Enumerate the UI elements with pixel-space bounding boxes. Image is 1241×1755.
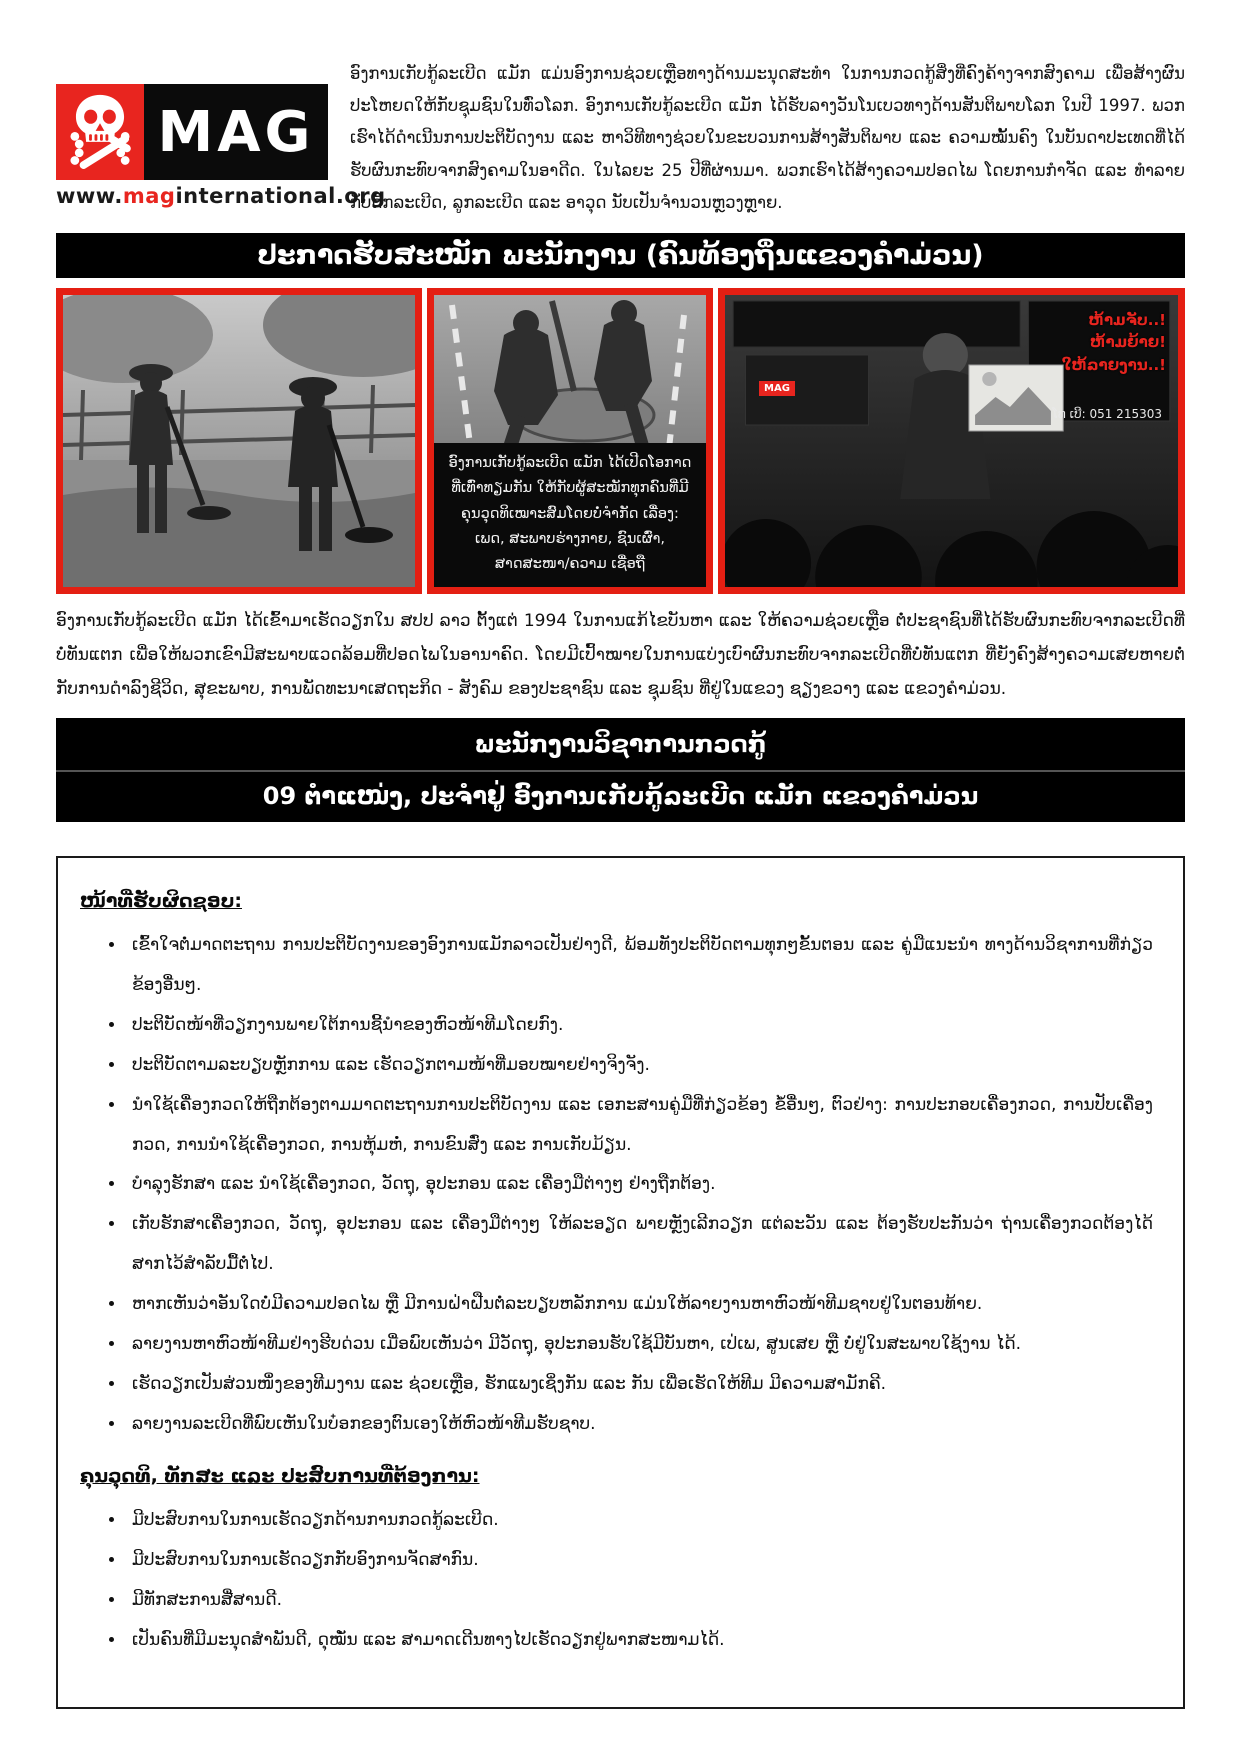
list-item: • ລາຍງານຫາຫົວໜ້າທີມຢ່າງຮີບດ່ວນ ເມື່ອພົບເຫັນວ່າ ມີວັດຖຸ, ອຸປະກອນຮັບໃຊ້ມີບັນຫາ, ເປ່ເພ, ສູນເສຍ ຫຼື ບໍ່ຢູ່ໃນສະພາບໃຊ້ງານ ໄດ້. [126,1325,1153,1365]
header [56,58,1185,219]
poster-phone-number: ໂທ ເບີ: 051 215303 [1052,406,1162,421]
qualifications-heading: ຄຸນວຸດທິ, ທັກສະ ແລະ ປະສົບການທີ່ຕ້ອງການ: [80,1465,480,1488]
qualifications-list [126,1501,1153,1661]
deminers-with-metal-detectors-photo [56,288,422,594]
position-banner [56,718,1185,822]
poster-line-3: ໃຫ້ລາຍງານ..! [1061,355,1166,374]
warning-poster-text [1016,309,1166,377]
list-item: • ເກັບຮັກສາເຄື່ອງກວດ, ວັດຖຸ, ອຸປະກອນ ແລະ ເຄື່ອງມືຕ່າງໆ ໃຫ້ລະອຽດ ພາຍຫຼັງເລີກວຽກ ແຕ່ລະວັນ ແລະ ຕ້ອງຮັບປະກັນວ່າ ຖ່ານເຄື່ອງກວດຕ້ອງໄດ້ສາກໄວ້ສໍາລັບມື້ຕໍ່ໄປ. [126,1205,1153,1285]
list-item: • ນໍາໃຊ້ເຄື່ອງກວດໃຫ້ຖືກຕ້ອງຕາມມາດຕະຖານການປະຕິບັດງານ ແລະ ເອກະສານຄູ່ມືທີ່ກ່ຽວຂ້ອງ ຂໍ້ອື່ນໆ, ຕົວຢ່າງ: ການປະກອບເຄື່ອງກວດ, ການປັບເຄື່ອງກວດ, ການນໍາໃຊ້ເຄື່ອງກວດ, ການຫຸ້ມຫໍ່, ການຂົນສົ່ງ ແລະ ການເກັບມ້ຽນ. [126,1086,1153,1166]
mag-logo-block [56,58,386,208]
risk-education-presentation-photo [718,288,1185,594]
website-link[interactable] [56,184,386,208]
list-item: • ປະຕິບັດຕາມລະບຽບຫຼັກການ ແລະ ເຮັດວຽກຕາມໜ້າທີ່ມອບໝາຍຢ່າງຈິງຈັງ. [126,1046,1153,1086]
poster-line-2: ຫ້າມຍ້າຍ! [1090,333,1166,352]
mag-wordmark [144,84,328,180]
website-suffix: international.org [175,184,386,208]
photo-row [56,288,1185,594]
list-item: • ເປັນຄົນທີ່ມີມະນຸດສໍາພັນດີ, ດຸໝັ່ນ ແລະ ສາມາດເດີນທາງໄປເຮັດວຽກຢູ່ພາກສະໜາມໄດ້. [126,1621,1153,1661]
list-item: • ມີປະສົບການໃນການເຮັດວຽກກັບອົງການຈັດສາກົນ. [126,1541,1153,1581]
website-prefix: www. [56,184,123,208]
list-item: • ມີປະສົບການໃນການເຮັດວຽກດ້ານການກວດກູ້ລະເບີດ. [126,1501,1153,1541]
list-item: • ເຂົ້າໃຈຕໍ່ມາດຕະຖານ ການປະຕິບັດງານຂອງອົງການແມັກລາວເປັນຢ່າງດີ, ພ້ອມທັງປະຕິບັດຕາມທຸກໆຂັ້ນຕອນ ແລະ ຄູ່ມືແນະນໍາ ທາງດ້ານວິຊາການທີ່ກ່ຽວຂ້ອງອື່ນໆ. [126,926,1153,1006]
skull-and-crossbones-icon [56,84,144,180]
mag-logo [56,84,328,180]
recruitment-banner: ປະກາດຮັບສະໝັກ ພະນັກງານ (ຄົນທ້ອງຖິ່ນແຂວງຄໍາມ່ວນ) [56,233,1185,278]
responsibilities-list [126,926,1153,1445]
position-title-banner: ພະນັກງານວິຊາການກວດກູ້ [56,720,1185,772]
photo-caption: ອົງການເກັບກູ້ລະເບີດ ແມັກ ໄດ້ເປີດໂອກາດທີ່ເທົ່າທຽມກັນ ໃຫ້ກັບຜູ້ສະໝັກທຸກຄົນທີ່ມີຄຸນວຸດທິເໝາະສົມໂດຍບໍ່ຈໍາກັດ ເລື່ອງ: ເພດ, ສະພາບຮ່າງກາຍ, ຊົນເຜົ່າ, ສາດສະໜາ/ຄວາມ ເຊື່ອຖື [434,443,706,587]
mag-badge: MAG [759,381,795,396]
list-item: • ມີທັກສະການສື່ສານດີ. [126,1581,1153,1621]
poster-line-1: ຫ້າມຈັບ..! [1088,310,1166,329]
responsibilities-heading: ໜ້າທີ່ຮັບຜິດຊອບ: [80,889,242,912]
list-item: • ເຮັດວຽກເປັນສ່ວນໜຶ່ງຂອງທີມງານ ແລະ ຊ່ວຍເຫຼືອ, ຮັກແພງເຊິ່ງກັນ ແລະ ກັນ ເພື່ອເຮັດໃຫ້ທີມ ມີຄວາມສາມັກຄີ. [126,1365,1153,1405]
uxo-excavation-photo [427,288,713,594]
mag-acronym: MAG [157,99,315,165]
intro-paragraph: ອົງການເກັບກູ້ລະເບີດ ແມັກ ແມ່ນອົງການຊ່ວຍເຫຼືອທາງດ້ານມະນຸດສະທໍາ ໃນການກວດກູ້ສິ່ງທີ່ຄົງຄ້າງຈາກສົງຄາມ ເພື່ອສ້າງຜົນປະໂຫຍດໃຫ້ກັບຊຸມຊົນໃນທົ່ວໂລກ. ອົງການເກັບກູ້ລະເບີດ ແມັກ ໄດ້ຮັບລາງວັນໂນເບວທາງດ້ານສັນຕິພາບໂລກ ໃນປີ 1997. ພວກເຮົາໄດ້ດໍາເນີນການປະຕິບັດງານ ແລະ ຫາວິທີທາງຊ່ວຍໃນຂະບວນການສ້າງສັນຕິພາບ ແລະ ຄວາມໝັ້ນຄົງ ໃນບັນດາປະເທດທີ່ໄດ້ຮັບຜົນກະທົບຈາກສົງຄາມໃນອາດີດ. ໃນໄລຍະ 25 ປີທີ່ຜ່ານມາ. ພວກເຮົາໄດ້ສ້າງຄວາມປອດໄພ ໂດຍການກໍາຈັດ ແລະ ທໍາລາຍ ກັບດັກລະເບີດ, ລູກລະເບີດ ແລະ ອາວຸດ ນັບເປັນຈໍານວນຫຼວງຫຼາຍ. [350,64,1185,212]
position-count-banner: 09 ຕໍາແໜ່ງ, ປະຈໍາຢູ່ ອົງການເກັບກູ້ລະເບີດ ແມັກ ແຂວງຄໍາມ່ວນ [56,772,1185,822]
list-item: • ບໍາລຸງຮັກສາ ແລະ ນໍາໃຊ້ເຄື່ອງກວດ, ວັດຖຸ, ອຸປະກອນ ແລະ ເຄື່ອງມືຕ່າງໆ ຢ່າງຖືກຕ້ອງ. [126,1165,1153,1205]
job-details-box [56,856,1185,1709]
website-brand: mag [122,184,176,208]
list-item: • ລາຍງານລະເບີດທີ່ພົບເຫັນໃນບ໋ອກຂອງຕົນເອງໃຫ້ຫົວໜ້າທີມຮັບຊາບ. [126,1405,1153,1445]
list-item: • ຫາກເຫັນວ່າອັນໃດບໍ່ມີຄວາມປອດໄພ ຫຼື ມີການຝ່າຝືນຕໍ່ລະບຽບຫລັກການ ແມ່ນໃຫ້ລາຍງານຫາຫົວໜ້າທີມຊາບຢູ່ໃນຕອນທ້າຍ. [126,1285,1153,1325]
about-paragraph: ອົງການເກັບກູ້ລະເບີດ ແມັກ ໄດ້ເຂົ້າມາເຮັດວຽກໃນ ສປປ ລາວ ຕັ້ງແຕ່ 1994 ໃນການແກ້ໄຂບັນຫາ ແລະ ໃຫ້ຄວາມຊ່ວຍເຫຼືອ ຕໍ່ປະຊາຊົນທີ່ໄດ້ຮັບຜົນກະທົບຈາກລະເບີດທີ່ບໍ່ທັນແຕກ ເພື່ອໃຫ້ພວກເຂົາມີສະພາບແວດລ້ອມທີ່ປອດໄພໃນອານາຄົດ. ໂດຍມີເປົ້າໝາຍໃນການແບ່ງເບົາຜົນກະທົບຈາກລະເບີດທີ່ບໍ່ທັນແຕກ ທີ່ຍັງຄົງສ້າງຄວາມເສຍຫາຍຕໍ່ກັບການດໍາລົງຊີວິດ, ສຸຂະພາບ, ການພັດທະນາເສດຖະກິດ - ສັງຄົມ ຂອງປະຊາຊົນ ແລະ ຊຸມຊົນ ທີ່ຢູ່ໃນແຂວງ ຊຽງຂວາງ ແລະ ແຂວງຄໍາມ່ວນ. [56,610,1185,699]
list-item: • ປະຕິບັດໜ້າທີ່ວຽກງານພາຍໃຕ້ການຊີ້ນໍາຂອງຫົວໜ້າທີມໂດຍກົງ. [126,1006,1153,1046]
